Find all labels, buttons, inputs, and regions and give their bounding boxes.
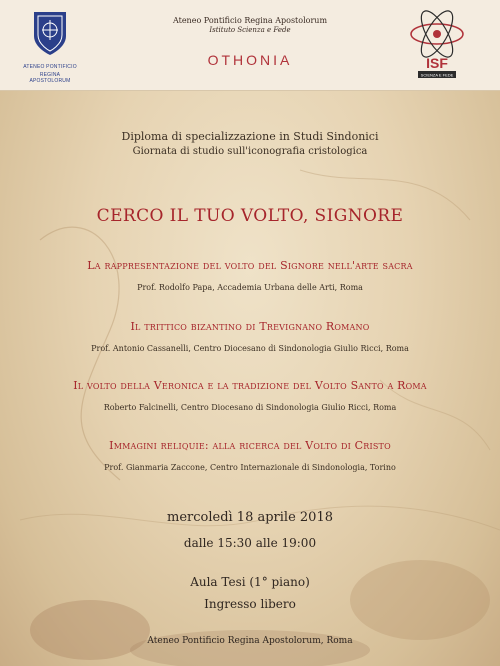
event-room: Aula Tesi (1° piano) bbox=[190, 575, 310, 589]
isf-logo-subtext: SCIENZA E FEDE bbox=[420, 72, 454, 78]
talk-speaker: Prof. Rodolfo Papa, Accademia Urbana delle Arti, Roma bbox=[137, 283, 363, 292]
header-institution bbox=[120, 16, 380, 35]
talk-title: Immagini reliquie: alla ricerca del Volto di Cristo bbox=[109, 439, 391, 452]
talk-title: Il volto della Veronica e la tradizione del Volto Santo a Roma bbox=[73, 379, 427, 392]
isf-logo-text: ISF bbox=[426, 55, 448, 71]
event-date: mercoledì 18 aprile 2018 bbox=[167, 510, 333, 525]
talk-speaker: Prof. Gianmaria Zaccone, Centro Internazionale di Sindonologia, Torino bbox=[104, 463, 396, 472]
study-day-line: Giornata di studio sull'iconografia cristologica bbox=[132, 146, 368, 157]
isf-logo bbox=[402, 6, 472, 80]
talk-title: Il trittico bizantino di Trevignano Romano bbox=[130, 320, 370, 333]
ateneo-caption-line2: REGINA APOSTOLORUM bbox=[29, 72, 71, 84]
poster-body bbox=[0, 90, 500, 666]
talk-title: La rappresentazione del volto del Signore nell'arte sacra bbox=[87, 259, 413, 272]
institution-name: Ateneo Pontificio Regina Apostolorum bbox=[172, 16, 328, 25]
atom-icon bbox=[402, 6, 472, 80]
main-title: CERCO IL TUO VOLTO, SIGNORE bbox=[96, 206, 404, 226]
event-entry: Ingresso libero bbox=[204, 597, 296, 611]
talk-speaker: Roberto Falcinelli, Centro Diocesano di Sindonologia Giulio Ricci, Roma bbox=[103, 403, 397, 412]
event-time: dalle 15:30 alle 19:00 bbox=[183, 536, 317, 550]
crest-icon bbox=[28, 8, 72, 58]
event-venue: Ateneo Pontificio Regina Apostolorum, Roma bbox=[147, 636, 353, 646]
othonia-logo: OTHONIA bbox=[207, 52, 293, 68]
diploma-line: Diploma di specializzazione in Studi Sindonici bbox=[121, 130, 379, 143]
ateneo-caption-line1: ATENEO PONTIFICIO bbox=[23, 64, 77, 70]
institute-name: Istituto Scienza e Fede bbox=[209, 26, 291, 34]
talk-speaker: Prof. Antonio Cassanelli, Centro Diocesano di Sindonologia Giulio Ricci, Roma bbox=[91, 344, 409, 353]
header-bar bbox=[0, 0, 500, 91]
ateneo-logo bbox=[20, 8, 80, 84]
